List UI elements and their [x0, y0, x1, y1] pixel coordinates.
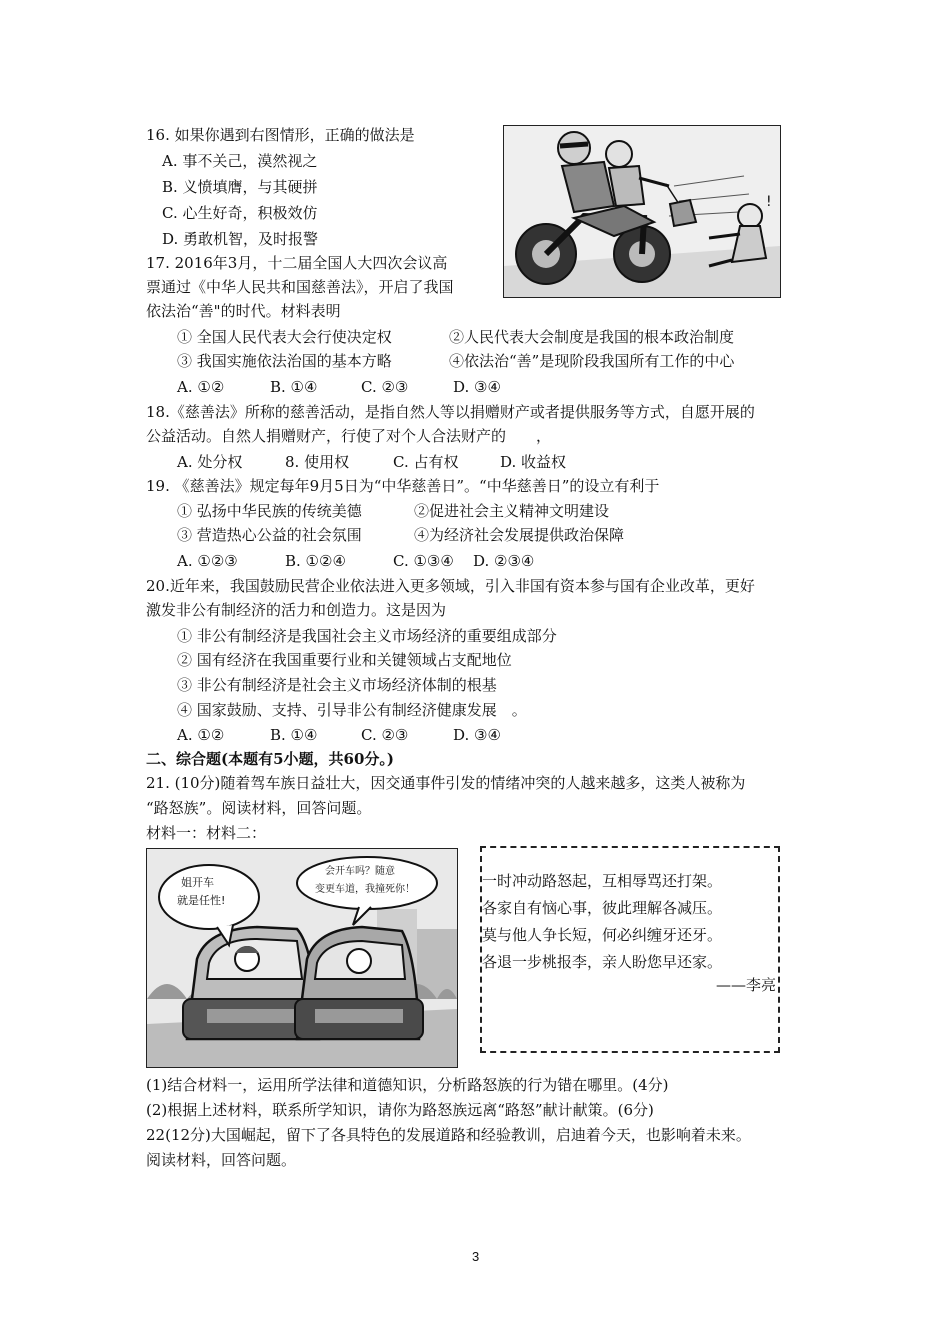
q18-choice-b: 8. 使用权 — [285, 453, 350, 471]
q19-choice-a: A. ①②③ — [177, 552, 238, 570]
cartoon-left-bubble-line2: 就是任性! — [177, 894, 226, 907]
cartoon-right-bubble-line2: 变更车道，我撞死你！ — [315, 884, 415, 895]
poem-line-4: 各退一步桃报李，亲人盼您早还家。 — [482, 953, 723, 971]
q17-stem-line2: 票通过《中华人民共和国慈善法》，开启了我国 — [146, 278, 454, 296]
q22-stem-line2: 阅读材料，回答问题。 — [146, 1151, 297, 1169]
motorcycle-robbery-illustration — [503, 125, 781, 298]
section2-title: 二、综合题(本题有5小题，共60分。) — [146, 750, 395, 768]
poem-author: ——李亮 — [716, 976, 777, 994]
q20-stem-line1: 20.近年来，我国鼓励民营企业依法进入更多领域，引入非国有资本参与国有企业改革，更好 — [146, 577, 755, 595]
q18-stem-line1: 18.《慈善法》所称的慈善活动，是指自然人等以捐赠财产或者提供服务等方式，自愿开展的 — [146, 403, 755, 421]
q19-choice-d: D. ②③④ — [473, 552, 535, 570]
q16-option-b: B. 义愤填膺，与其硬拼 — [162, 178, 318, 196]
q20-item-4: ④ 国家鼓励、支持、引导非公有制经济健康发展 。 — [177, 701, 527, 719]
q21-material-label: 材料一：材料二： — [146, 824, 267, 842]
q18-choice-c: C. 占有权 — [393, 453, 459, 471]
q17-item-1: ① 全国人民代表大会行使决定权 — [177, 328, 392, 346]
q17-item-3: ③ 我国实施依法治国的基本方略 — [177, 352, 392, 370]
q19-stem: 19. 《慈善法》规定每年9月5日为“中华慈善日”。“中华慈善日”的设立有利于 — [146, 477, 660, 495]
q21-stem-line1: 21. (10分)随着驾车族日益壮大，因交通事件引发的情绪冲突的人越来越多，这类人被称为 — [146, 774, 746, 792]
q18-choice-a: A. 处分权 — [177, 453, 243, 471]
cartoon-right-bubble-line1: 会开车吗？随意 — [325, 866, 395, 877]
q19-item-1: ① 弘扬中华民族的传统美德 — [177, 502, 362, 520]
svg-text:!: ! — [766, 194, 772, 210]
q19-item-4: ④为经济社会发展提供政治保障 — [414, 526, 625, 544]
q20-choice-c: C. ②③ — [361, 726, 409, 744]
road-rage-cartoon — [146, 848, 458, 1068]
q20-choice-b: B. ①④ — [270, 726, 318, 744]
q21-stem-line2: “路怒族”。阅读材料，回答问题。 — [146, 799, 372, 817]
q18-stem-line2: 公益活动。自然人捐赠财产，行使了对个人合法财产的 ， — [146, 427, 552, 445]
q20-item-2: ② 国有经济在我国重要行业和关键领域占支配地位 — [177, 651, 512, 669]
page-number: 3 — [472, 1249, 480, 1264]
poem-line-3: 莫与他人争长短，何必纠缠牙还牙。 — [482, 926, 723, 944]
poem-line-1: 一时冲动路怒起，互相辱骂还打架。 — [482, 872, 723, 890]
q20-choice-a: A. ①② — [177, 726, 225, 744]
q17-choice-b: B. ①④ — [270, 378, 318, 396]
q18-choice-d: D. 收益权 — [500, 453, 567, 471]
q17-choice-a: A. ①② — [177, 378, 225, 396]
q16-stem: 16. 如果你遇到右图情形，正确的做法是 — [146, 126, 415, 144]
q17-item-4: ④依法治“善”是现阶段我国所有工作的中心 — [449, 352, 735, 370]
q19-choice-b: B. ①②④ — [285, 552, 346, 570]
q19-item-3: ③ 营造热心公益的社会氛围 — [177, 526, 362, 544]
q20-item-3: ③ 非公有制经济是社会主义市场经济体制的根基 — [177, 676, 497, 694]
motorcycle-robbery-drawing — [504, 126, 780, 297]
q20-choice-d: D. ③④ — [453, 726, 501, 744]
q17-choice-c: C. ②③ — [361, 378, 409, 396]
q16-option-d: D. 勇敢机智，及时报警 — [162, 230, 319, 248]
q17-stem-line1: 17. 2016年3月，十二届全国人大四次会议高 — [146, 254, 448, 272]
q17-stem-line3: 依法治“善"的时代。材料表明 — [146, 302, 341, 320]
q17-choice-d: D. ③④ — [453, 378, 501, 396]
q16-option-a: A. 事不关己，漠然视之 — [162, 152, 318, 170]
q16-option-c: C. 心生好奇，积极效仿 — [162, 204, 318, 222]
q17-item-2: ②人民代表大会制度是我国的根本政治制度 — [449, 328, 735, 346]
poem-line-2: 各家自有恼心事，彼此理解各减压。 — [482, 899, 723, 917]
q21-question-2: (2)根据上述材料，联系所学知识，请你为路怒族远离“路怒”献计献策。(6分) — [146, 1101, 654, 1119]
cartoon-left-bubble-line1: 姐开车 — [181, 876, 214, 889]
q19-item-2: ②促进社会主义精神文明建设 — [414, 502, 610, 520]
q20-stem-line2: 激发非公有制经济的活力和创造力。这是因为 — [146, 601, 447, 619]
q20-item-1: ① 非公有制经济是我国社会主义市场经济的重要组成部分 — [177, 627, 557, 645]
q21-question-1: (1)结合材料一，运用所学法律和道德知识，分析路怒族的行为错在哪里。(4分) — [146, 1076, 669, 1094]
q22-stem-line1: 22(12分)大国崛起，留下了各具特色的发展道路和经验教训，启迪着今天，也影响着未来。 — [146, 1126, 751, 1144]
q19-choice-c: C. ①③④ — [393, 552, 454, 570]
